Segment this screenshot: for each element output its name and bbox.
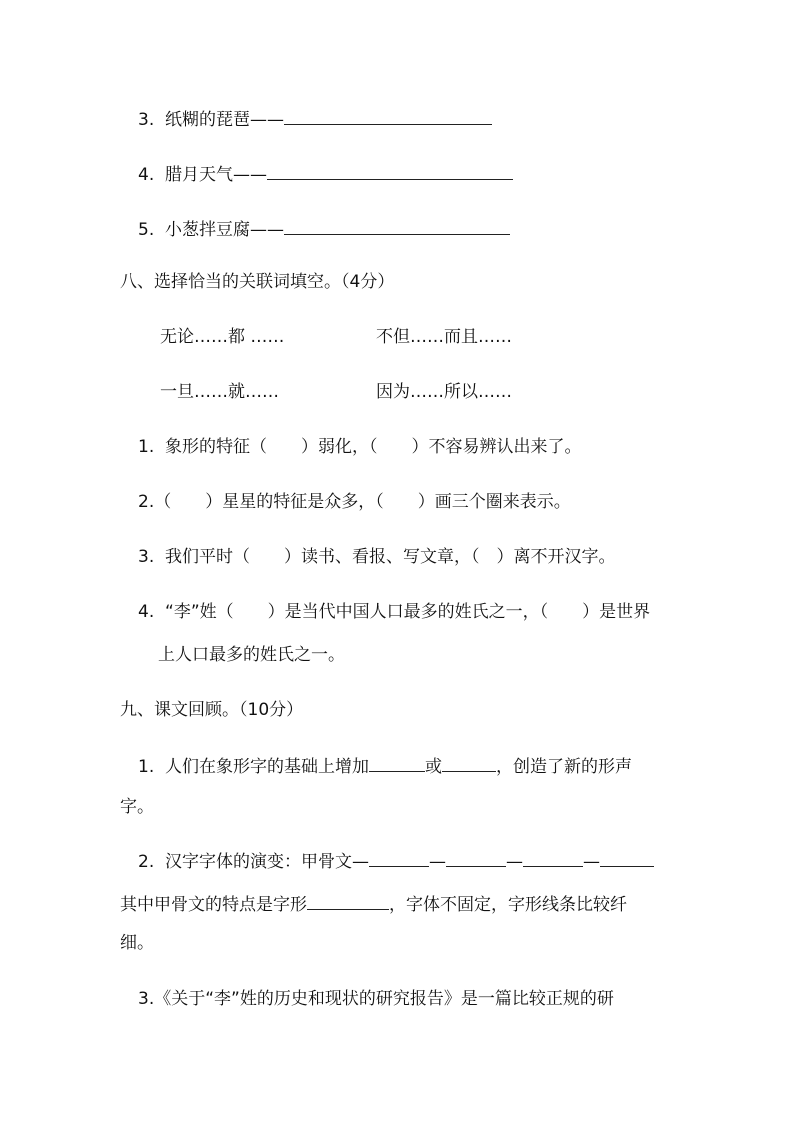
item-text: 或: [425, 757, 443, 777]
item-text: 象形的特征（ ）弱化，（ ）不容易辨认出来了。: [165, 437, 582, 457]
section-9-heading: 九、课文回顾。（10分）: [120, 700, 304, 720]
q9-item-3: [138, 987, 614, 1011]
item-text: 我们平时（ ）读书、看报、写文章，（ ）离不开汉字。: [165, 547, 616, 567]
answer-blank[interactable]: [307, 891, 389, 910]
item-number: 1.: [138, 437, 155, 457]
item-text: 纸糊的琵琶——: [165, 110, 285, 130]
option-2: 不但……而且……: [376, 327, 512, 347]
q8-item-2: [138, 490, 571, 514]
q9-item-2-continuation-2: 细。: [120, 933, 154, 953]
item-text: 人们在象形字的基础上增加: [165, 757, 370, 777]
item-text: 小葱拌豆腐——: [165, 220, 285, 240]
item-text: （ ）星星的特征是众多，（ ）画三个圈来表示。: [154, 492, 571, 512]
item-number: 3.: [138, 989, 155, 1009]
q9-item-1-continuation: 字。: [120, 797, 154, 817]
q7-item-3: [138, 106, 492, 132]
item-text: ，创造了新的形声: [496, 757, 633, 777]
option-4: 因为……所以……: [376, 382, 512, 402]
q9-item-1: [138, 753, 632, 779]
q8-item-3: [138, 545, 616, 569]
dash: —: [429, 852, 447, 872]
dash: —: [506, 852, 524, 872]
item-number: 2.: [138, 852, 155, 872]
item-number: 2.: [138, 492, 155, 512]
item-text: ，字体不固定，字形线条比较纤: [389, 895, 627, 915]
dash: —: [583, 852, 601, 872]
option-3: 一旦……就……: [160, 382, 279, 402]
answer-blank[interactable]: [284, 106, 492, 125]
item-text: 其中甲骨文的特点是字形: [120, 895, 307, 915]
q8-item-1: [138, 435, 582, 459]
item-text: 《关于“李”姓的历史和现状的研究报告》是一篇比较正规的研: [154, 989, 614, 1009]
answer-blank[interactable]: [369, 753, 425, 772]
answer-blank[interactable]: [446, 848, 506, 867]
item-text: “李”姓（ ）是当代中国人口最多的姓氏之一，（ ）是世界: [165, 602, 651, 622]
q7-item-5: [138, 216, 510, 242]
item-text: 腊月天气——: [165, 165, 268, 185]
q8-item-4-continuation: 上人口最多的姓氏之一。: [158, 645, 345, 665]
option-1: 无论……都 ……: [160, 327, 285, 347]
answer-blank[interactable]: [284, 216, 510, 235]
item-number: 4.: [138, 602, 155, 622]
item-number: 3.: [138, 110, 155, 130]
answer-blank[interactable]: [600, 848, 654, 867]
section-8-heading: 八、选择恰当的关联词填空。（4分）: [120, 272, 395, 292]
item-number: 5.: [138, 220, 155, 240]
answer-blank[interactable]: [267, 161, 513, 180]
item-number: 3.: [138, 547, 155, 567]
item-number: 1.: [138, 757, 155, 777]
q8-item-4: [138, 600, 650, 624]
q9-item-2: [138, 848, 654, 874]
item-number: 4.: [138, 165, 155, 185]
q7-item-4: [138, 161, 513, 187]
answer-blank[interactable]: [523, 848, 583, 867]
answer-blank[interactable]: [369, 848, 429, 867]
answer-blank[interactable]: [442, 753, 496, 772]
q9-item-2-continuation: [120, 891, 627, 917]
item-text: 汉字字体的演变：甲骨文—: [165, 852, 370, 872]
